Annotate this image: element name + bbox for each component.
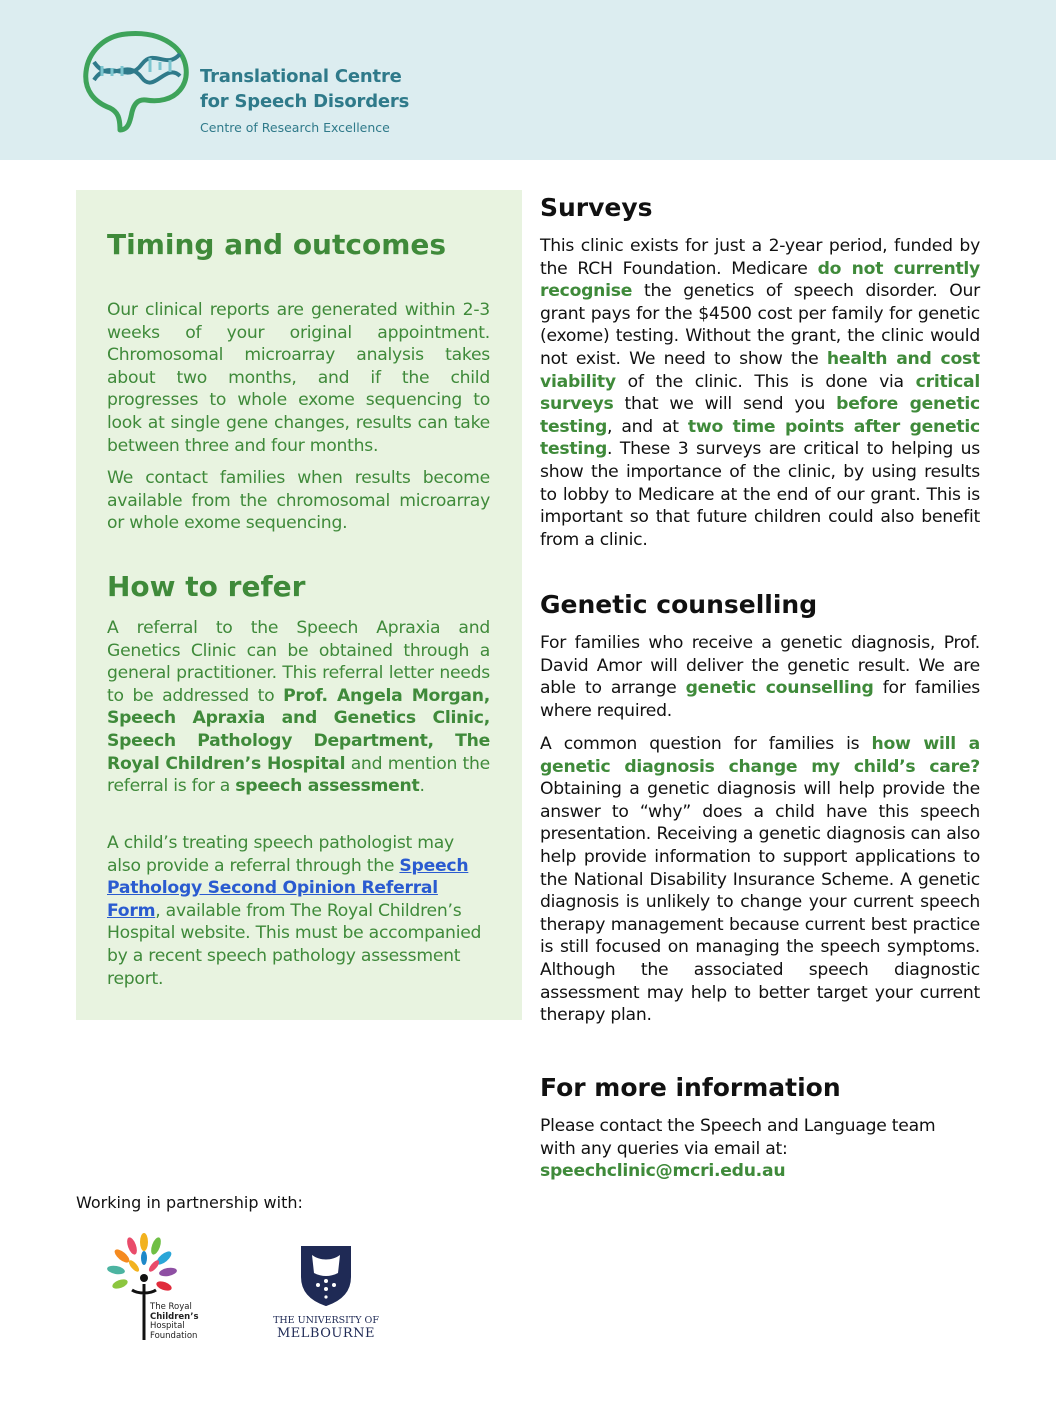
- refer2-text-b: , available from The Royal Children’s Hospital website. This must be accompanied by a recent speech pathology assessment report.: [107, 900, 482, 989]
- header-banner: [0, 0, 1056, 160]
- timing-heading: Timing and outcomes: [107, 228, 447, 261]
- partner-label: Working in partnership with:: [76, 1193, 303, 1212]
- contact-email-link[interactable]: speechclinic@mcri.edu.au: [540, 1161, 786, 1181]
- refer-paragraph-2: [107, 832, 490, 990]
- unimelb-crest-icon: [272, 1243, 380, 1307]
- org-name: [200, 64, 409, 114]
- rch-line-2: Children’s: [150, 1311, 199, 1322]
- surveys-heading: Surveys: [540, 193, 653, 222]
- refer-paragraph-1: [107, 617, 490, 798]
- referral-form-link[interactable]: Speech Pathology Second Opinion Referral Form: [107, 855, 469, 921]
- timing-paragraph-2: We contact families when results become available from the chromosomal microarray or whole exome sequencing.: [107, 468, 490, 534]
- surveys-run: of the clinic. This is done via: [615, 371, 916, 392]
- refer-text-e: .: [419, 776, 425, 797]
- surveys-run: that we will send you: [613, 394, 837, 415]
- refer-text-a: A referral to the Speech Apraxia and Genetics Clinic can be obtained through a general practitioner. This referral letter needs to be addressed to: [107, 618, 490, 706]
- surveys-run: , and at: [607, 416, 688, 437]
- unimelb-logo: [272, 1243, 380, 1343]
- refer-heading: How to refer: [107, 570, 306, 603]
- surveys-run: do not currently recognise: [540, 258, 981, 302]
- unimelb-line-1: THE UNIVERSITY OF: [273, 1315, 379, 1326]
- counselling-p2-run: A common question for families is: [540, 734, 872, 754]
- brain-dna-logo-icon: [80, 26, 192, 134]
- rch-line-1: The Royal: [150, 1302, 192, 1312]
- surveys-run: health and cost viability: [540, 348, 980, 392]
- surveys-run: This clinic exists for just a 2-year period, funded by the RCH Foundation. Medicare: [540, 236, 980, 279]
- info-heading: For more information: [540, 1073, 841, 1102]
- surveys-run: the genetics of speech disorder. Our grant pays for the $4500 cost per family for genetic (exome) testing. Without the grant, the clinic would not exist. We need to show the: [540, 281, 980, 369]
- info-text: Please contact the Speech and Language team with any queries via email at:: [540, 1116, 936, 1159]
- counselling-p1-run: for families where required.: [540, 678, 980, 721]
- rch-line-4: Foundation: [150, 1330, 198, 1341]
- refer-text-c: and mention the referral is for a: [107, 753, 490, 797]
- refer-assessment: speech assessment: [235, 776, 420, 797]
- unimelb-line-2: MELBOURNE: [277, 1326, 375, 1341]
- timing-paragraph-1: Our clinical reports are generated within 2-3 weeks of your original appointment. Chromosomal microarray analysis takes about two months, and if the child progresses to whole exome sequencing to look at single gene changes, results can take between three and four months.: [107, 300, 490, 456]
- refer2-text-a: A child’s treating speech pathologist may also provide a referral through the: [107, 833, 454, 876]
- info-email-line: [540, 1160, 980, 1183]
- surveys-run: before genetic testing: [540, 394, 980, 437]
- surveys-run: critical surveys: [540, 371, 980, 415]
- counselling-p2-run: Obtaining a genetic diagnosis will help provide the answer to “why” does a child have this speech presentation. Receiving a genetic diagnosis can also help provide information to support applications to the National Disability Insurance Scheme. A genetic diagnosis is unlikely to change your current speech therapy management because current best practice is still focused on managing the speech symptoms. Although the associated speech diagnostic assessment may help to better target your current therapy plan.: [540, 779, 980, 1026]
- refer-address: Prof. Angela Morgan, Speech Apraxia and Genetics Clinic, Speech Pathology Department, The Royal Children’s Hospital: [107, 685, 490, 774]
- counselling-paragraph-2: [540, 733, 980, 1027]
- counselling-p1-run: For families who receive a genetic diagnosis, Prof. David Amor will deliver the genetic result. We are able to arrange: [540, 633, 980, 699]
- counselling-paragraph-1: [540, 632, 980, 722]
- counselling-p1-run: genetic counselling: [685, 678, 874, 699]
- surveys-run: . These 3 surveys are critical to helping us show the importance of the clinic, by using results to lobby to Medicare at the end of our grant. This is important so that future children could also benefit from a clinic.: [540, 439, 980, 550]
- counselling-heading: Genetic counselling: [540, 590, 818, 619]
- org-subtitle: Centre of Research Excellence: [200, 120, 390, 135]
- org-name-line2: for Speech Disorders: [200, 91, 410, 112]
- surveys-paragraph: [540, 235, 980, 551]
- surveys-run: two time points after genetic testing: [540, 416, 980, 460]
- rch-line-3: Hospital: [150, 1321, 185, 1331]
- counselling-p2-run: how will a genetic diagnosis change my child’s care?: [540, 734, 980, 777]
- rch-foundation-name: [150, 1303, 199, 1341]
- org-name-line1: Translational Centre: [200, 66, 402, 87]
